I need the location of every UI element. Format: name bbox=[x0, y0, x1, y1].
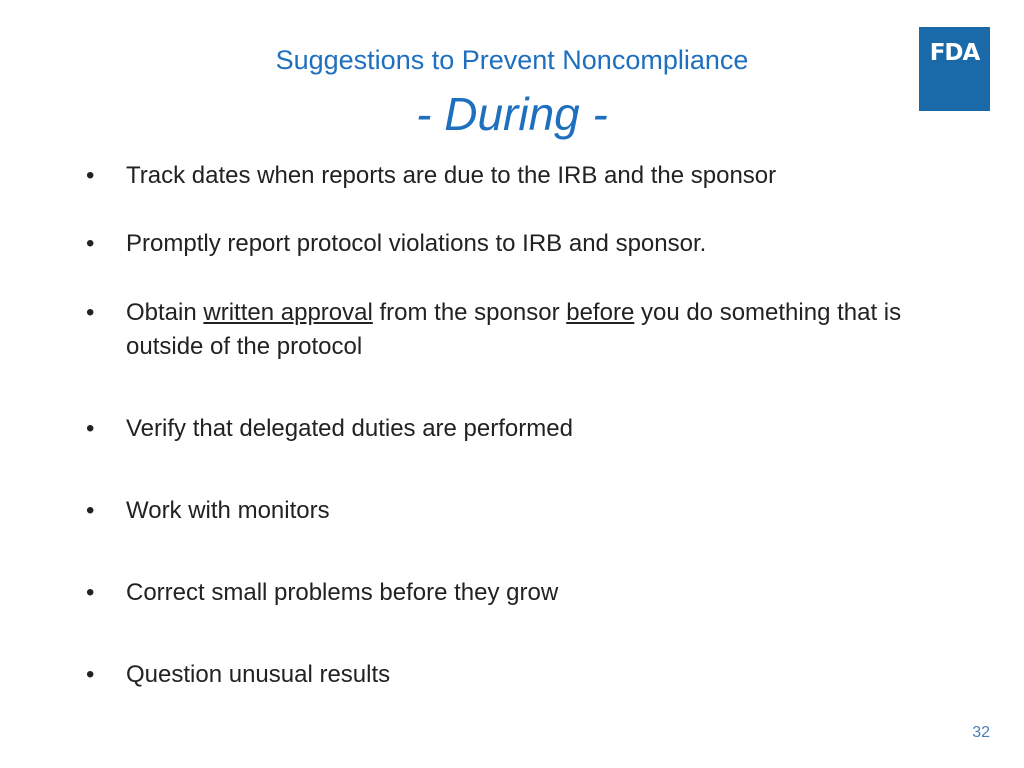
underlined-text-written-approval: written approval bbox=[203, 299, 373, 326]
slide-title: Suggestions to Prevent Noncompliance bbox=[275, 45, 749, 75]
fda-logo-text: FDA bbox=[929, 40, 980, 66]
bullet-text: Correct small problems before they grow bbox=[126, 579, 559, 606]
bullet-icon: • bbox=[86, 299, 95, 326]
bullet-icon: • bbox=[86, 230, 95, 257]
bullet-text: Work with monitors bbox=[126, 497, 330, 524]
page-number: 32 bbox=[972, 724, 990, 741]
text-segment: you do something that is outside of the protocol bbox=[126, 299, 902, 360]
bullet-icon: • bbox=[86, 162, 95, 189]
bullet-icon: • bbox=[86, 579, 95, 606]
underlined-text-before: before bbox=[566, 299, 635, 326]
bullet-text: Track dates when reports are due to the IRB and the sponsor bbox=[126, 162, 777, 189]
bullet-icon: • bbox=[86, 497, 95, 524]
bullet-icon: • bbox=[86, 415, 95, 442]
slide-subtitle: - During - bbox=[416, 88, 608, 140]
bullet-text: Verify that delegated duties are performed bbox=[126, 415, 573, 442]
bullet-text: Question unusual results bbox=[126, 661, 391, 688]
text-segment: from the sponsor bbox=[372, 299, 567, 326]
text-segment: Obtain bbox=[126, 299, 204, 326]
bullet-text bbox=[126, 296, 916, 364]
bullet-text: Promptly report protocol violations to IRB and sponsor. bbox=[126, 230, 707, 257]
bullet-icon: • bbox=[86, 661, 95, 688]
